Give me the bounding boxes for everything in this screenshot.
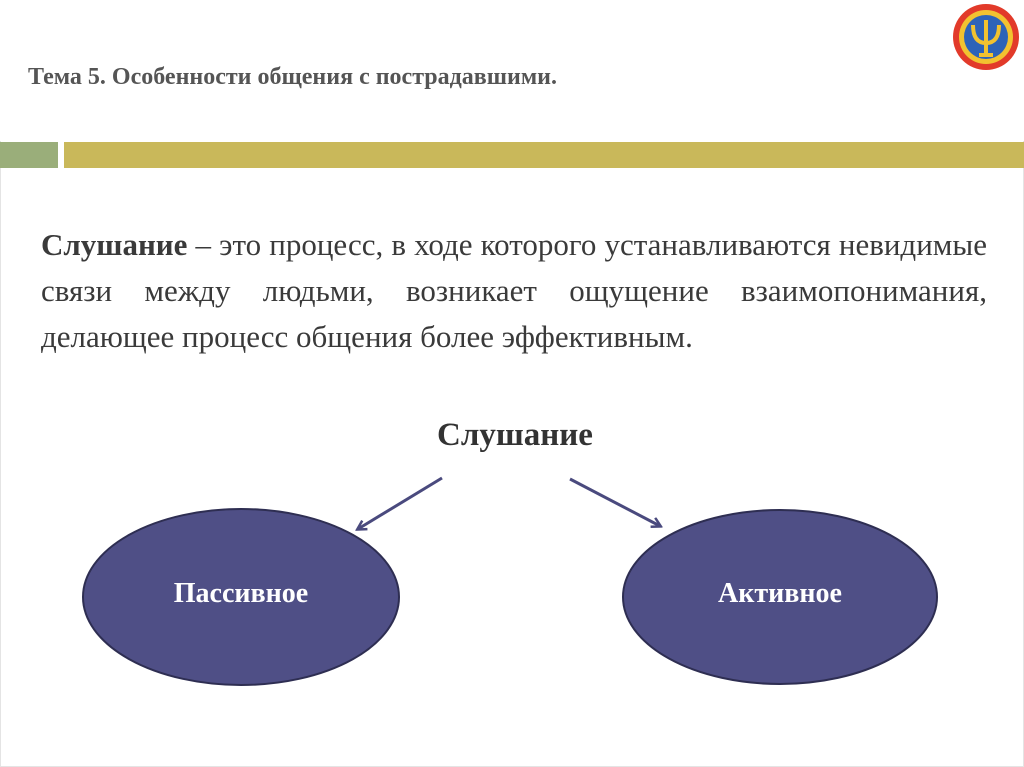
page-title: Тема 5. Особенности общения с пострадавшими. xyxy=(28,64,557,90)
arrow-to-passive xyxy=(358,478,442,529)
node-active-label: Активное xyxy=(718,578,842,609)
diagram-root-label: Слушание xyxy=(437,417,593,453)
arrow-to-active xyxy=(570,479,660,526)
definition-text: – это процесс, в ходе которого устанавливаются невидимые связи между людьми, возникает ощущение взаимопонимания, делающее процесс общения более эффективным. xyxy=(41,227,987,354)
node-passive-label: Пассивное xyxy=(173,578,309,609)
definition-term: Слушание xyxy=(41,227,188,262)
